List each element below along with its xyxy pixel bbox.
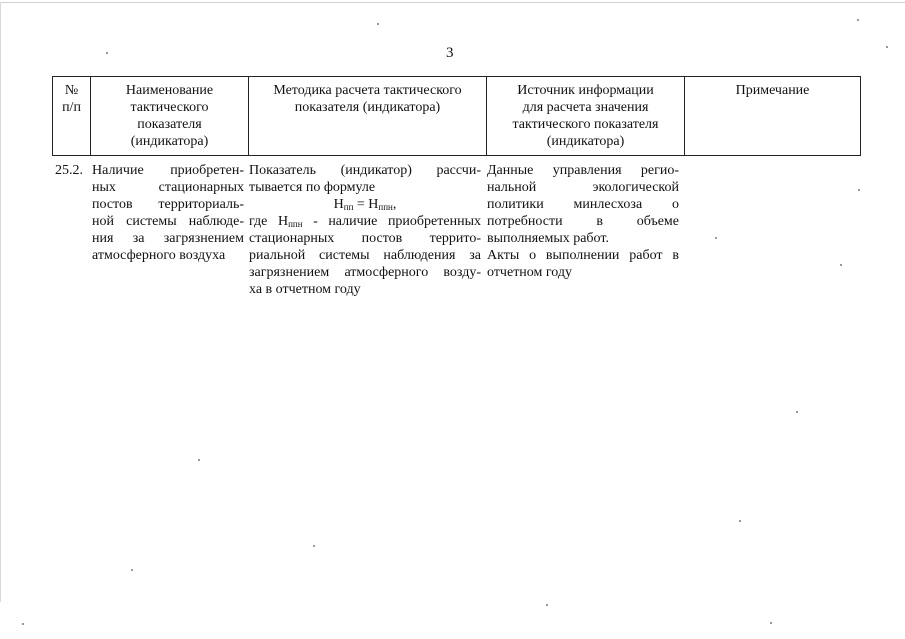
scan-speck [198,459,200,461]
header-source-line: для расчета значения [522,100,649,115]
table-header-row [53,77,861,156]
row-number: 25.2. [55,163,83,178]
scan-speck [857,19,859,21]
scan-speck [796,411,798,413]
formula-subscript: ппн [378,202,393,212]
definition-prefix: где Н [249,214,289,229]
scan-speck [377,23,379,25]
header-method-line: показателя (индикатора) [294,100,441,115]
method-line: тывается по формуле [249,180,376,195]
indicator-name-line: ной системы наблюде- [92,214,244,229]
scan-left-edge [0,2,1,602]
formula-comma: , [392,197,397,212]
indicator-name-line: Наличие приобретен- [92,163,244,178]
formula-variable: Н [333,197,344,212]
scan-speck [739,520,741,522]
indicator-name-cell [92,162,244,264]
header-number-line: п/п [62,100,81,115]
scan-speck [840,264,842,266]
table-header [52,76,861,156]
source-line: потребности в объеме [487,214,679,229]
method-formula [249,196,481,213]
scan-top-edge [0,2,905,3]
header-name-line: показателя [137,117,202,132]
source-line: выполняемых работ. [487,231,609,246]
header-number-line: № [64,83,79,98]
indicator-name-line: ния за загрязнением [92,231,244,246]
header-number [53,77,91,156]
source-line: Данные управления регио- [487,163,679,178]
scan-speck [106,52,108,54]
header-method-line: Методика расчета тактического [273,83,462,98]
scan-speck [886,46,888,48]
source-line: нальной экологической [487,180,679,195]
calculation-method-cell [249,162,481,298]
header-source-line: Источник информации [517,83,654,98]
header-indicator-name [91,77,249,156]
header-information-source [487,77,685,156]
indicator-name-line: атмосферного воздуха [92,248,226,263]
formula-subscript: пп [343,202,354,212]
indicator-name-line: ных стационарных [92,180,244,195]
header-calculation-method [249,77,487,156]
method-line: стационарных постов террито- [249,231,481,246]
formula-equals: = Н [353,197,379,212]
scan-speck [858,189,860,191]
header-name-line: тактического [130,100,209,115]
header-name-line: (индикатора) [130,134,209,149]
scan-speck [546,604,548,606]
method-line: Показатель (индикатор) рассчи- [249,163,481,178]
indicator-name-line: постов территориаль- [92,197,244,212]
header-source-line: (индикатора) [546,134,625,149]
scan-speck [22,623,24,625]
information-source-cell [487,162,679,281]
definition-text: - наличие приобретенных [302,214,481,229]
scan-speck [715,237,717,239]
scan-speck [313,545,315,547]
method-line: загрязнением атмосферного возду- [249,265,481,280]
definition-subscript: ппн [288,219,303,229]
header-name-line: Наименование [125,83,214,98]
scan-speck [770,622,772,624]
method-definition-line [249,213,481,230]
method-line: риальной системы наблюдения за [249,248,481,263]
page-number: 3 [446,45,454,61]
scan-speck [131,569,133,571]
source-line: отчетном году [487,265,573,280]
header-source-line: тактического показателя [512,117,659,132]
method-line: ха в отчетном году [249,282,361,297]
source-line: политики минлесхоза о [487,197,679,212]
header-note [685,77,861,156]
header-note-line: Примечание [735,83,810,98]
source-line: Акты о выполнении работ в [487,248,679,263]
